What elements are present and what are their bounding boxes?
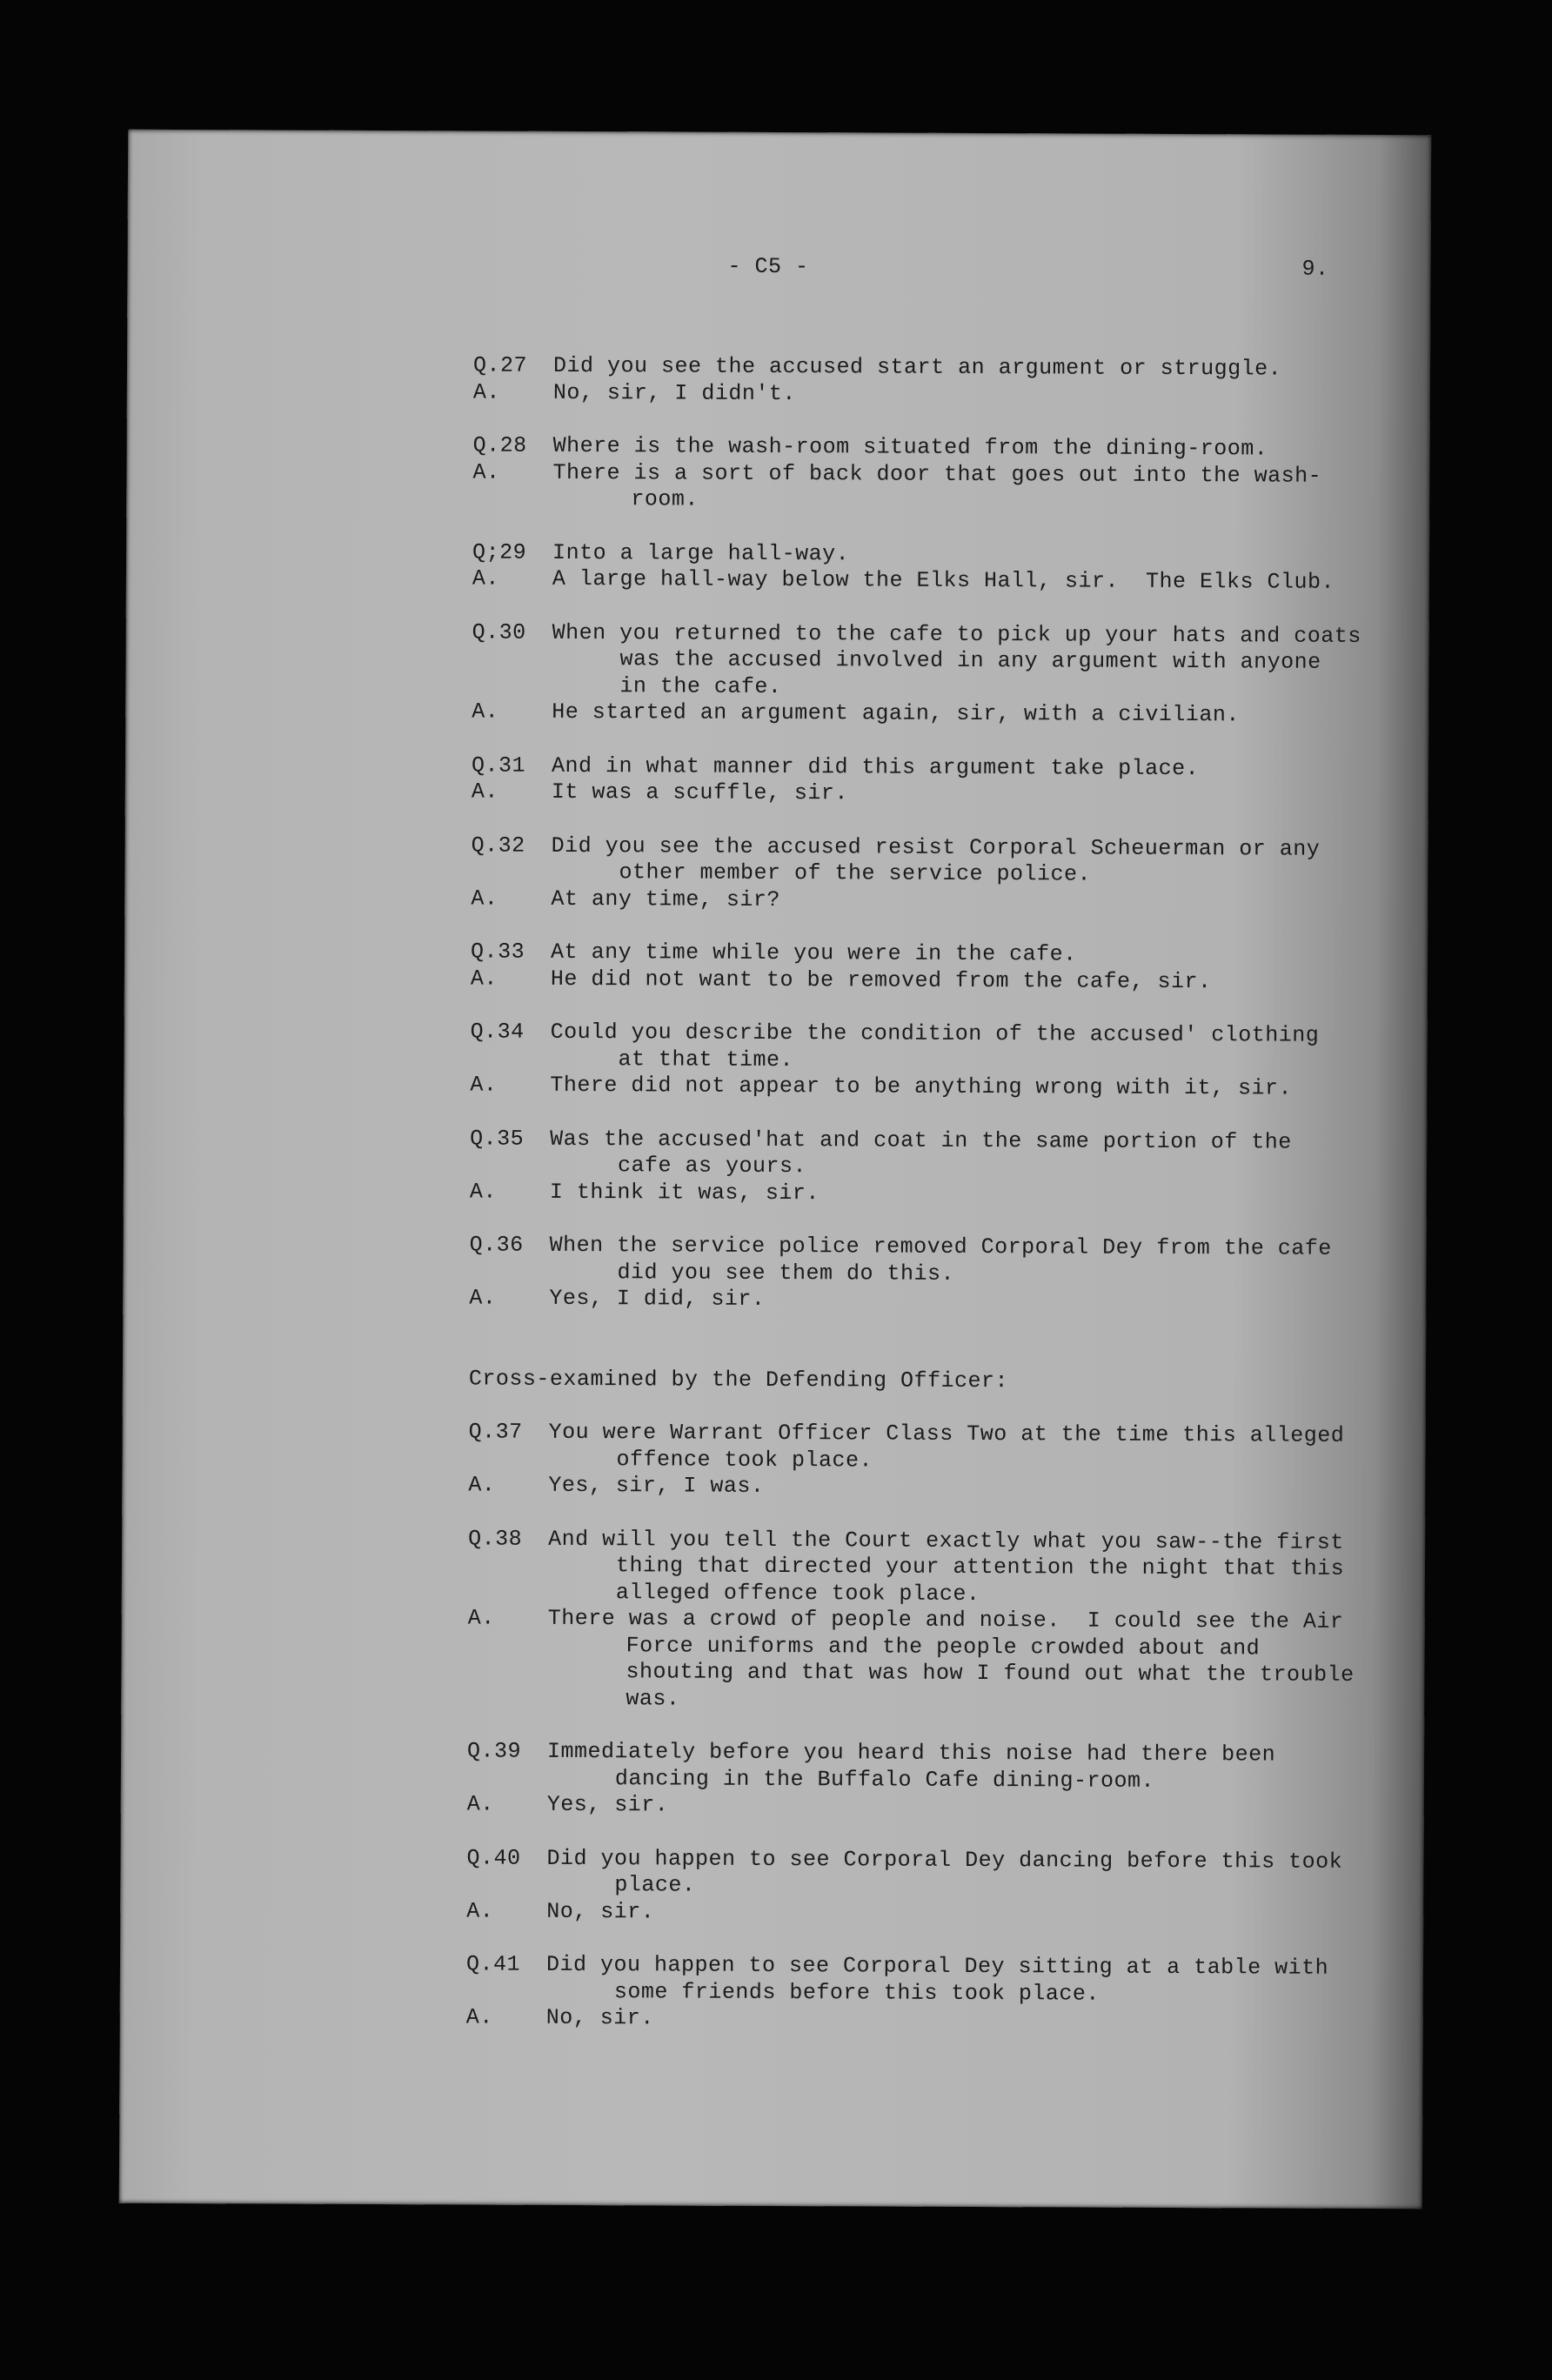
answer-marker: A. — [466, 1897, 494, 1924]
answer-text: I think it was, sir. — [549, 1179, 820, 1206]
qa-block — [121, 1737, 1424, 1822]
question-number: Q.37 — [468, 1419, 523, 1445]
answer-text: room. — [631, 486, 699, 512]
answer-marker: A. — [471, 885, 498, 912]
question-number: Q.35 — [470, 1125, 525, 1152]
question-text: Where is the wash-room situated from the dining-room. — [552, 432, 1268, 462]
question-number: Q.33 — [471, 939, 525, 965]
answer-marker: A. — [471, 779, 498, 805]
answer-text: Yes, sir, I was. — [548, 1472, 765, 1499]
qa-block — [125, 751, 1428, 810]
answer-marker: A. — [469, 1178, 497, 1205]
cross-examination-heading — [123, 1364, 1426, 1396]
qa-block — [126, 538, 1429, 597]
question-number: Q.36 — [469, 1232, 524, 1258]
answer-line — [124, 1177, 1427, 1209]
question-text: Did you see the accused resist Corporal Scheuerman or any — [551, 832, 1321, 862]
qa-block — [126, 431, 1429, 517]
question-text: Did you happen to see Corporal Dey sitting at a table with — [545, 1951, 1329, 1981]
answer-line — [124, 884, 1428, 916]
question-number: Q.32 — [471, 832, 525, 859]
cross-examination-heading-text: Cross-examined by the Defending Officer: — [468, 1365, 1009, 1394]
answer-text: Yes, sir. — [546, 1791, 669, 1818]
question-text: Did you see the accused start an argument or struggle. — [552, 352, 1282, 382]
qa-block — [124, 1124, 1427, 1209]
answer-marker: A. — [467, 1605, 495, 1631]
examination-group — [123, 351, 1430, 1316]
qa-block — [124, 938, 1428, 997]
answer-marker: A. — [472, 458, 500, 485]
answer-text: Yes, I did, sir. — [549, 1285, 766, 1312]
question-number: Q;29 — [472, 538, 527, 565]
qa-block — [120, 1843, 1423, 1929]
question-text: dancing in the Buffalo Cafe dining-room. — [614, 1765, 1155, 1794]
question-text: thing that directed your attention the night that this — [615, 1553, 1345, 1581]
answer-line — [124, 964, 1428, 996]
question-text: was the accused involved in any argument with anyone — [619, 646, 1321, 675]
question-number: Q.38 — [468, 1525, 523, 1552]
question-text: And will you tell the Court exactly what you saw--the first — [548, 1526, 1344, 1555]
answer-text: There was a crowd of people and noise. I could see the Air — [547, 1605, 1344, 1635]
answer-line — [121, 1683, 1424, 1715]
answer-marker: A. — [472, 699, 499, 725]
question-text: offence took place. — [616, 1446, 873, 1473]
question-text: cafe as yours. — [617, 1153, 807, 1180]
answer-text: There is a sort of back door that goes out into the wash- — [552, 459, 1322, 489]
answer-marker: A. — [466, 1791, 494, 1817]
answer-text: A large hall-way below the Elks Hall, sir. The Elks Club. — [552, 565, 1335, 595]
question-text: Was the accused'hat and coat in the same portion of the — [550, 1126, 1292, 1155]
answer-line — [121, 1790, 1424, 1822]
answer-text: shouting and that was how I found out what the trouble — [625, 1659, 1355, 1688]
transcript — [120, 351, 1431, 2062]
qa-block — [121, 1524, 1425, 1715]
answer-text: No, sir. — [546, 1898, 655, 1924]
qa-block — [123, 1231, 1426, 1316]
typed-page — [119, 130, 1431, 2210]
section-label: - C5 - — [727, 253, 809, 280]
qa-block — [124, 1018, 1427, 1103]
question-text: Immediately before you heard this noise had there been — [547, 1738, 1276, 1768]
question-text: When you returned to the cafe to pick up your hats and coats — [552, 619, 1361, 649]
question-text: at that time. — [618, 1046, 794, 1073]
answer-text: was. — [625, 1685, 680, 1712]
answer-line — [126, 485, 1429, 517]
question-text: You were Warrant Officer Class Two at the time this alleged — [548, 1419, 1345, 1448]
answer-line — [122, 1471, 1425, 1503]
question-number: Q.27 — [472, 352, 528, 378]
question-number: Q.28 — [472, 432, 527, 458]
answer-line — [120, 1896, 1423, 1929]
question-text: Did you happen to see Corporal Dey dancing before this took — [546, 1845, 1343, 1875]
answer-text: At any time, sir? — [551, 886, 780, 913]
answer-text: It was a scuffle, sir. — [551, 779, 849, 806]
answer-line — [125, 698, 1428, 730]
question-number: Q.41 — [465, 1951, 521, 1977]
answer-line — [126, 565, 1429, 597]
answer-text: He started an argument again, sir, with a civilian. — [552, 699, 1240, 728]
qa-block — [124, 831, 1428, 916]
question-number: Q.30 — [472, 618, 526, 645]
answer-text: Force uniforms and the people crowded about and — [625, 1632, 1261, 1661]
question-text: in the cafe. — [619, 672, 782, 699]
answer-line — [120, 2003, 1423, 2036]
answer-marker: A. — [468, 1472, 496, 1498]
answer-marker: A. — [472, 378, 500, 405]
question-text: And in what manner did this argument take place. — [551, 752, 1200, 781]
question-number: Q.39 — [467, 1738, 522, 1764]
question-number: Q.31 — [471, 752, 526, 779]
cross-examination-group — [120, 1418, 1426, 2036]
answer-text: No, sir, I didn't. — [552, 379, 797, 406]
question-text: Into a large hall-way. — [552, 539, 850, 566]
question-text: place. — [614, 1872, 696, 1898]
question-number: Q.40 — [466, 1844, 521, 1871]
question-text: At any time while you were in the cafe. — [551, 939, 1077, 967]
answer-marker: A. — [469, 1285, 497, 1311]
qa-block — [122, 1418, 1425, 1503]
answer-marker: A. — [470, 1072, 498, 1098]
question-text: When the service police removed Corporal Dey from the cafe — [549, 1232, 1332, 1261]
qa-block — [120, 1950, 1423, 2036]
question-text: Could you describe the condition of the accused' clothing — [550, 1019, 1320, 1048]
answer-text: No, sir. — [545, 2004, 654, 2031]
answer-line — [125, 778, 1428, 810]
answer-line — [124, 1071, 1427, 1103]
question-text: alleged offence took place. — [615, 1579, 980, 1607]
answer-marker: A. — [470, 965, 498, 992]
answer-text: He did not want to be removed from the cafe, sir. — [550, 966, 1212, 994]
answer-marker: A. — [465, 2004, 493, 2030]
page-number: 9. — [1301, 256, 1329, 282]
answer-marker: A. — [472, 565, 500, 592]
question-text: other member of the service police. — [619, 859, 1092, 887]
page-header — [127, 251, 1430, 287]
answer-line — [123, 1284, 1426, 1316]
question-number: Q.34 — [470, 1019, 525, 1045]
answer-line — [127, 378, 1430, 410]
answer-text: There did not appear to be anything wrong with it, sir. — [550, 1072, 1293, 1101]
question-text: some friends before this took place. — [613, 1978, 1100, 2007]
question-text: did you see them do this. — [617, 1259, 955, 1287]
qa-block — [127, 351, 1430, 411]
qa-block — [125, 618, 1429, 730]
